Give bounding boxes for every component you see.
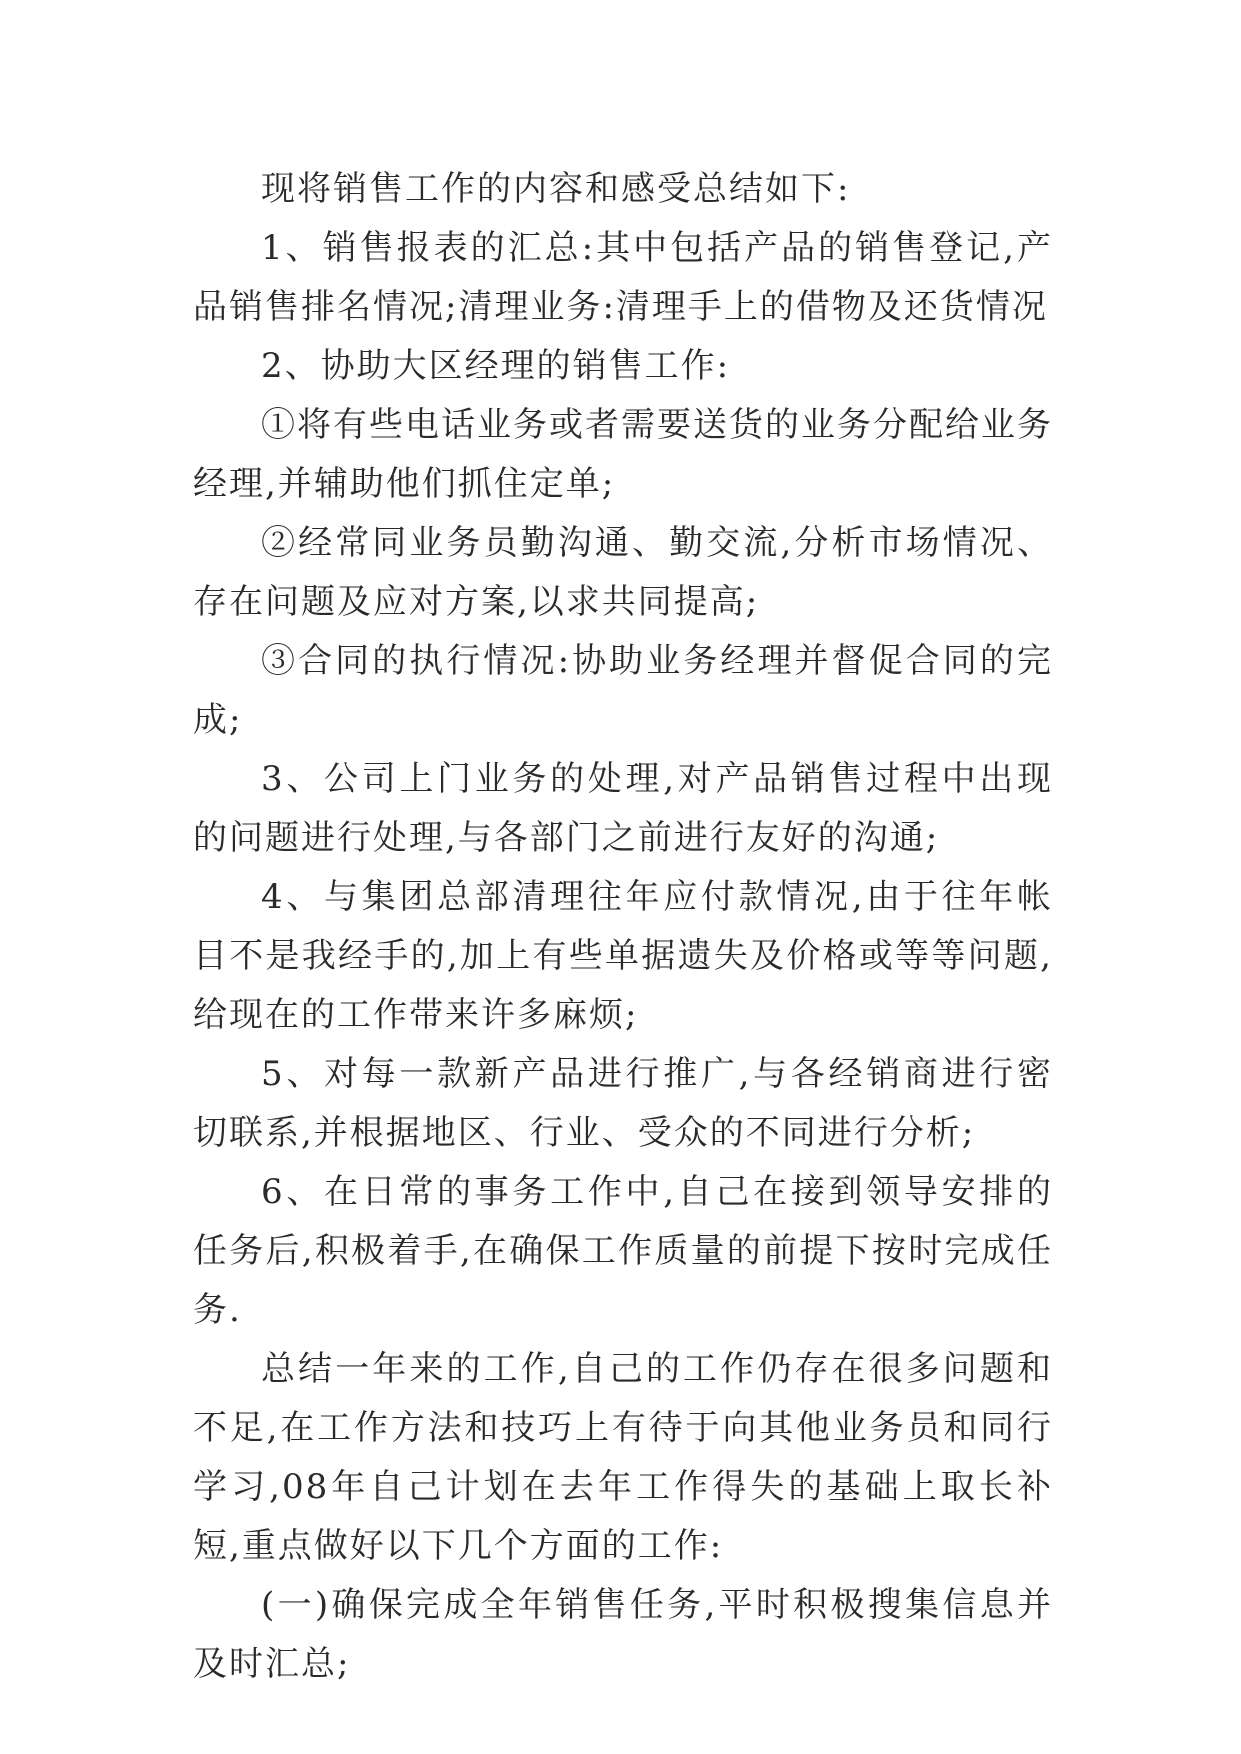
paragraph-intro: 现将销售工作的内容和感受总结如下: [261,169,851,209]
paragraph-item-2: 2、协助大区经理的销售工作: [261,346,731,386]
paragraph-item-3: 3、公司上门业务的处理,对产品销售过程中出现的问题进行处理,与各部门之前进行友好的沟通; [193,759,1053,858]
paragraph-subitem-1: ①将有些电话业务或者需要送货的业务分配给业务经理,并辅助他们抓住定单; [193,405,1053,504]
paragraph-summary: 总结一年来的工作,自己的工作仍存在很多问题和不足,在工作方法和技巧上有待于向其他业务员和同行学习,08年自己计划在去年工作得失的基础上取长补短,重点做好以下几个方面的工作: [193,1349,1053,1566]
paragraph-plan-1: (一)确保完成全年销售任务,平时积极搜集信息并及时汇总; [193,1585,1053,1684]
paragraph-item-4: 4、与集团总部清理往年应付款情况,由于往年帐目不是我经手的,加上有些单据遗失及价格或等等问题,给现在的工作带来许多麻烦; [193,877,1053,1035]
paragraph-subitem-2: ②经常同业务员勤沟通、勤交流,分析市场情况、存在问题及应对方案,以求共同提高; [193,523,1053,622]
document-body [193,160,1053,1694]
paragraph-item-5: 5、对每一款新产品进行推广,与各经销商进行密切联系,并根据地区、行业、受众的不同进行分析; [193,1054,1053,1153]
paragraph-item-6: 6、在日常的事务工作中,自己在接到领导安排的任务后,积极着手,在确保工作质量的前提下按时完成任务. [193,1172,1053,1330]
paragraph-item-1: 1、销售报表的汇总:其中包括产品的销售登记,产品销售排名情况;清理业务:清理手上的借物及还货情况 [193,228,1053,327]
paragraph-subitem-3: ③合同的执行情况:协助业务经理并督促合同的完成; [193,641,1053,740]
